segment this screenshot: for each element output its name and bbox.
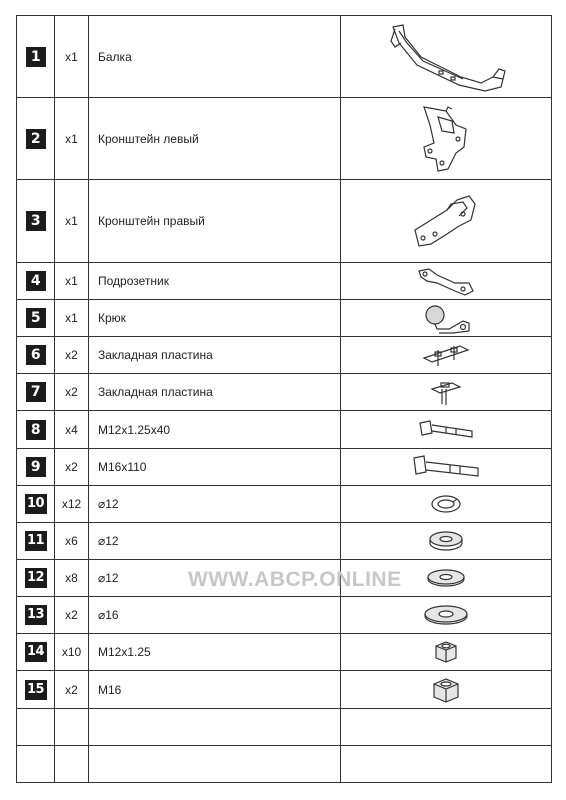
part-name: Подрозетник [89, 263, 341, 300]
part-number-badge: 14 [25, 642, 47, 662]
part-number-badge: 11 [25, 531, 47, 551]
hex-nut-icon [431, 638, 461, 666]
part-number-badge: 7 [26, 382, 46, 402]
part-name: Крюк [89, 300, 341, 337]
part-name [89, 709, 341, 746]
part-number-badge: 3 [26, 211, 46, 231]
large-hex-nut-icon [430, 675, 462, 705]
part-name: Закладная пластина [89, 374, 341, 411]
embedded-plate-double-bolt-icon [420, 340, 472, 370]
quantity: x2 [55, 449, 89, 486]
spring-washer-icon [429, 493, 463, 515]
part-name: ⌀12 [89, 560, 341, 597]
part-name: M16 [89, 671, 341, 709]
quantity: x1 [55, 98, 89, 180]
table-row [17, 709, 552, 746]
socket-plate-icon [415, 265, 477, 297]
quantity: x2 [55, 671, 89, 709]
table-row [17, 486, 552, 523]
quantity: x8 [55, 560, 89, 597]
table-row [17, 16, 552, 98]
watermark: WWW.ABCP.ONLINE [188, 568, 402, 591]
quantity [55, 746, 89, 783]
quantity [55, 709, 89, 746]
table-row [17, 263, 552, 300]
table-row [17, 411, 552, 449]
thick-washer-icon [426, 529, 466, 553]
part-number-badge: 15 [25, 680, 47, 700]
part-name: Закладная пластина [89, 337, 341, 374]
embedded-plate-single-bolt-icon [428, 377, 464, 407]
table-row [17, 98, 552, 180]
table-row [17, 523, 552, 560]
table-row [17, 449, 552, 486]
tow-ball-hook-icon [419, 301, 473, 335]
tow-bar-beam-icon [381, 21, 511, 93]
table-row [17, 597, 552, 634]
part-name: Кронштейн левый [89, 98, 341, 180]
long-bolt-icon [410, 454, 482, 480]
part-name: M12x1.25x40 [89, 411, 341, 449]
quantity: x2 [55, 374, 89, 411]
part-name: ⌀12 [89, 523, 341, 560]
part-name: ⌀16 [89, 597, 341, 634]
table-row [17, 180, 552, 263]
quantity: x1 [55, 16, 89, 98]
part-number-badge: 4 [26, 271, 46, 291]
flat-washer-icon [424, 567, 468, 589]
part-number-badge: 12 [25, 568, 47, 588]
table-row [17, 300, 552, 337]
part-number-badge: 2 [26, 129, 46, 149]
part-number-badge: 6 [26, 345, 46, 365]
parts-list-table [16, 15, 552, 783]
part-number-badge: 10 [25, 494, 47, 514]
part-name: M12x1.25 [89, 634, 341, 671]
quantity: x1 [55, 180, 89, 263]
part-number-badge: 9 [26, 457, 46, 477]
part-name: Балка [89, 16, 341, 98]
part-name [89, 746, 341, 783]
right-bracket-icon [411, 190, 481, 252]
quantity: x6 [55, 523, 89, 560]
short-bolt-icon [416, 417, 476, 443]
large-flat-washer-icon [421, 603, 471, 627]
part-number-badge: 1 [26, 47, 46, 67]
part-number-badge: 13 [25, 605, 47, 625]
quantity: x2 [55, 337, 89, 374]
quantity: x12 [55, 486, 89, 523]
table-row [17, 634, 552, 671]
left-bracket-icon [416, 103, 476, 175]
table-row [17, 746, 552, 783]
part-name: M16x110 [89, 449, 341, 486]
quantity: x10 [55, 634, 89, 671]
part-name: Кронштейн правый [89, 180, 341, 263]
table-row [17, 671, 552, 709]
part-name: ⌀12 [89, 486, 341, 523]
quantity: x1 [55, 300, 89, 337]
quantity: x4 [55, 411, 89, 449]
quantity: x2 [55, 597, 89, 634]
part-number-badge: 5 [26, 308, 46, 328]
part-number-badge: 8 [26, 420, 46, 440]
table-row [17, 337, 552, 374]
table-row [17, 374, 552, 411]
quantity: x1 [55, 263, 89, 300]
